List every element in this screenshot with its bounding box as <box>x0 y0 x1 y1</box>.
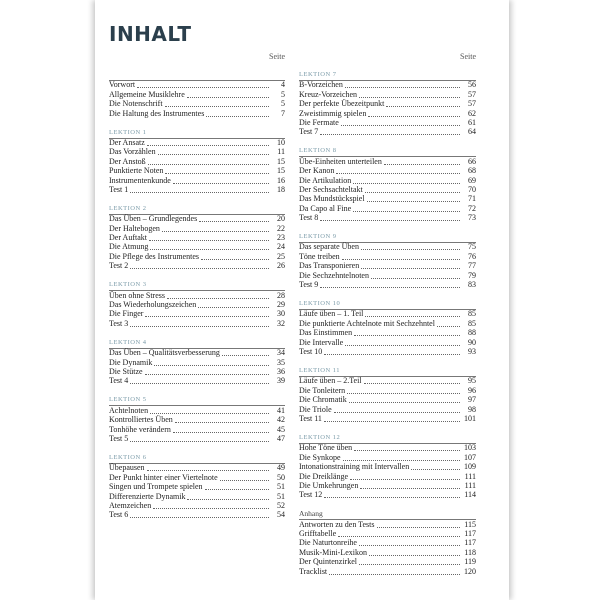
section-entries <box>299 156 476 223</box>
entry-title: Musik-Mini-Lexikon <box>299 547 367 557</box>
entry-page-number: 51 <box>277 491 285 501</box>
dot-leader <box>345 87 460 88</box>
entry-page-number: 117 <box>464 529 476 539</box>
dot-leader <box>187 97 269 98</box>
dot-leader <box>324 497 460 498</box>
entry-title: Läufe üben – 2.Teil <box>299 376 362 386</box>
entry-title: Zweistimmig spielen <box>299 108 367 118</box>
dot-leader <box>336 173 460 174</box>
toc-entry <box>109 502 285 511</box>
entry-page-number: 15 <box>277 156 285 166</box>
entry-page-number: 93 <box>468 346 476 356</box>
dot-leader <box>130 326 269 327</box>
dot-leader <box>222 355 269 356</box>
entry-page-number: 49 <box>277 463 285 473</box>
dot-leader <box>360 488 460 489</box>
entry-title: Der Auftakt <box>109 233 147 243</box>
dot-leader <box>359 97 460 98</box>
entry-title: Die Chromatik <box>299 395 347 405</box>
dot-leader <box>341 125 460 126</box>
entry-page-number: 34 <box>277 348 285 358</box>
entry-page-number: 109 <box>464 462 476 472</box>
entry-page-number: 18 <box>277 184 285 194</box>
dot-leader <box>367 201 460 202</box>
dot-leader <box>205 489 269 490</box>
toc-entry <box>109 176 285 185</box>
entry-page-number: 41 <box>277 405 285 415</box>
section-heading <box>109 70 285 80</box>
toc-section <box>109 453 285 520</box>
dot-leader <box>147 145 269 146</box>
entry-title: Test 10 <box>299 346 323 356</box>
entry-page-number: 120 <box>464 566 476 576</box>
dot-leader <box>199 221 269 222</box>
section-entries <box>109 348 285 387</box>
entry-page-number: 4 <box>281 80 285 90</box>
entry-title: Hohe Töne üben <box>299 443 353 453</box>
entry-page-number: 5 <box>281 89 285 99</box>
toc-entry <box>109 377 285 386</box>
toc-entry <box>299 119 476 128</box>
toc-section <box>109 338 285 387</box>
dot-leader <box>364 383 460 384</box>
entry-title: Achtelnoten <box>109 405 149 415</box>
toc-entry <box>299 214 476 223</box>
dot-leader <box>320 287 460 288</box>
entry-page-number: 54 <box>277 510 285 520</box>
entry-page-number: 98 <box>468 404 476 414</box>
entry-title: Test 7 <box>299 127 319 137</box>
dot-leader <box>153 508 269 509</box>
dot-leader <box>368 116 460 117</box>
dot-leader <box>145 316 269 317</box>
dot-leader <box>345 345 460 346</box>
dot-leader <box>198 307 269 308</box>
entry-page-number: 85 <box>468 309 476 319</box>
entry-title: Test 8 <box>299 213 319 223</box>
entry-page-number: 95 <box>468 376 476 386</box>
entry-title: Test 6 <box>109 510 129 520</box>
entry-page-number: 115 <box>464 519 476 529</box>
entry-page-number: 107 <box>464 452 476 462</box>
entry-page-number: 7 <box>281 108 285 118</box>
section-entries <box>299 443 476 500</box>
entry-page-number: 119 <box>464 557 476 567</box>
entry-page-number: 114 <box>464 490 476 500</box>
entry-page-number: 36 <box>277 366 285 376</box>
section-entries <box>109 214 285 271</box>
toc-entry <box>109 186 285 195</box>
section-entries <box>109 290 285 329</box>
dot-leader <box>329 574 460 575</box>
entry-page-number: 76 <box>468 251 476 261</box>
entry-title: Übe-Einheiten unterteilen <box>299 156 382 166</box>
entry-title: Das Wiederholungszeichen <box>109 300 197 310</box>
page-title: INHALT <box>109 22 192 46</box>
entry-page-number: 118 <box>464 547 476 557</box>
toc-entry <box>299 405 476 414</box>
entry-title: Die Artikulation <box>299 175 352 185</box>
entry-page-number: 57 <box>468 99 476 109</box>
entry-title: Das Transponieren <box>299 261 360 271</box>
toc-entry <box>299 204 476 213</box>
entry-page-number: 22 <box>277 223 285 233</box>
toc-entry <box>109 425 285 434</box>
entry-title: Läufe üben – 1. Teil <box>299 309 364 319</box>
entry-page-number: 11 <box>277 147 285 157</box>
section-entries <box>109 463 285 520</box>
dot-leader <box>338 536 460 537</box>
toc-entry <box>109 252 285 261</box>
entry-title: Punktierte Noten <box>109 166 164 176</box>
entry-title: Der perfekte Übezeitpunkt <box>299 99 385 109</box>
section-heading: Anhang <box>299 509 323 519</box>
entry-page-number: 77 <box>468 261 476 271</box>
entry-page-number: 111 <box>464 480 476 490</box>
entry-title: Die Notenschrift <box>109 99 163 109</box>
entry-title: Intonationstraining mit Intervallen <box>299 462 410 472</box>
entry-page-number: 52 <box>277 500 285 510</box>
toc-column-left <box>109 52 285 529</box>
dot-leader <box>353 183 460 184</box>
entry-page-number: 103 <box>464 443 476 453</box>
dot-leader <box>386 106 460 107</box>
dot-leader <box>206 116 269 117</box>
entry-title: Test 11 <box>299 413 322 423</box>
entry-page-number: 5 <box>281 99 285 109</box>
seite-label: Seite <box>269 52 285 61</box>
entry-title: Test 12 <box>299 490 323 500</box>
toc-entry <box>109 319 285 328</box>
entry-page-number: 25 <box>277 251 285 261</box>
entry-title: Üben ohne Stress <box>109 290 165 300</box>
dot-leader <box>149 240 269 241</box>
dot-leader <box>130 268 269 269</box>
dot-leader <box>320 220 460 221</box>
dot-leader <box>162 231 269 232</box>
toc-entry <box>109 511 285 520</box>
toc-section <box>109 128 285 195</box>
entry-title: Test 4 <box>109 376 129 386</box>
dot-leader <box>411 469 460 470</box>
entry-title: Vorwort <box>109 80 136 90</box>
entry-title: Das separate Üben <box>299 242 359 252</box>
dot-leader <box>154 365 269 366</box>
entry-title: Die Dynamik <box>109 357 153 367</box>
dot-leader <box>354 450 460 451</box>
toc-entry <box>109 435 285 444</box>
dot-leader <box>371 278 460 279</box>
section-heading: LEKTION 8 <box>299 147 337 155</box>
dot-leader <box>353 211 460 212</box>
entry-title: Der Sechsachteltakt <box>299 184 363 194</box>
toc-entry <box>109 368 285 377</box>
dot-leader <box>147 470 269 471</box>
toc-entry <box>299 348 476 357</box>
section-entries <box>109 80 285 119</box>
entry-title: Das Üben – Qualitätsverbesserung <box>109 348 220 358</box>
dot-leader <box>130 517 269 518</box>
dot-leader <box>369 555 460 556</box>
entry-title: Der Kanon <box>299 166 335 176</box>
dot-leader <box>175 422 269 423</box>
entry-page-number: 24 <box>277 242 285 252</box>
section-entries <box>299 376 476 424</box>
dot-leader <box>173 432 269 433</box>
section-entries <box>109 138 285 195</box>
section-entries <box>299 80 476 137</box>
section-heading: LEKTION 2 <box>109 204 147 212</box>
entry-title: Da Capo al Fine <box>299 203 352 213</box>
entry-page-number: 32 <box>277 318 285 328</box>
toc-entry <box>299 491 476 500</box>
entry-title: Test 2 <box>109 261 129 271</box>
entry-page-number: 39 <box>277 376 285 386</box>
dot-leader <box>130 441 269 442</box>
dot-leader <box>150 249 269 250</box>
entry-title: Test 1 <box>109 184 129 194</box>
entry-page-number: 35 <box>277 357 285 367</box>
entry-page-number: 85 <box>468 318 476 328</box>
toc-entry <box>109 310 285 319</box>
entry-page-number: 111 <box>464 471 476 481</box>
dot-leader <box>130 383 269 384</box>
entry-title: Die Synkope <box>299 452 341 462</box>
entry-page-number: 88 <box>468 328 476 338</box>
entry-title: Das Einstimmen <box>299 328 353 338</box>
section-entries <box>299 519 476 576</box>
entry-title: Die Atmung <box>109 242 149 252</box>
entry-page-number: 61 <box>468 117 476 127</box>
dot-leader <box>324 354 460 355</box>
entry-page-number: 20 <box>277 214 285 224</box>
toc-section <box>109 395 285 444</box>
entry-page-number: 71 <box>468 194 476 204</box>
dot-leader <box>220 480 269 481</box>
entry-title: Die Stütze <box>109 366 143 376</box>
entry-title: Atemzeichen <box>109 500 152 510</box>
entry-title: Grifftabelle <box>299 529 337 539</box>
entry-page-number: 51 <box>277 482 285 492</box>
entry-page-number: 10 <box>277 137 285 147</box>
entry-page-number: 83 <box>468 280 476 290</box>
entry-title: Antworten zu den Tests <box>299 519 375 529</box>
dot-leader <box>349 402 460 403</box>
entry-title: Die Finger <box>109 309 144 319</box>
toc-section <box>299 366 476 424</box>
entry-page-number: 29 <box>277 300 285 310</box>
entry-title: Die Pflege des Instrumentes <box>109 251 199 261</box>
toc-entry <box>299 415 476 424</box>
dot-leader <box>365 316 460 317</box>
entry-page-number: 97 <box>468 395 476 405</box>
section-heading: LEKTION 12 <box>299 433 341 441</box>
entry-title: Der Punkt hinter einer Viertelnote <box>109 472 218 482</box>
section-heading: LEKTION 5 <box>109 396 147 404</box>
entry-page-number: 50 <box>277 472 285 482</box>
entry-page-number: 56 <box>468 80 476 90</box>
entry-title: Die Dreiklänge <box>299 471 349 481</box>
entry-title: Der Quintenzirkel <box>299 557 357 567</box>
section-heading: LEKTION 10 <box>299 300 341 308</box>
dot-leader <box>167 298 269 299</box>
entry-title: Die Sechzehntelnoten <box>299 270 369 280</box>
section-heading: LEKTION 11 <box>299 366 341 374</box>
entry-title: Die Tonleitern <box>299 385 346 395</box>
dot-leader <box>150 413 269 414</box>
entry-page-number: 62 <box>468 108 476 118</box>
section-heading: LEKTION 4 <box>109 338 147 346</box>
entry-title: Test 3 <box>109 318 129 328</box>
toc-entry <box>109 109 285 118</box>
dot-leader <box>437 326 460 327</box>
entry-title: Übepausen <box>109 463 145 473</box>
dot-leader <box>359 545 460 546</box>
entry-page-number: 42 <box>277 415 285 425</box>
section-heading: LEKTION 3 <box>109 281 147 289</box>
entry-title: Das Üben – Grundlegendes <box>109 214 198 224</box>
entry-title: Singen und Trompete spielen <box>109 482 203 492</box>
entry-page-number: 57 <box>468 89 476 99</box>
toc-entry <box>299 338 476 347</box>
dot-leader <box>187 499 269 500</box>
entry-title: Kontrolliertes Üben <box>109 415 173 425</box>
entry-page-number: 72 <box>468 203 476 213</box>
entry-title: Tonhöhe verändern <box>109 424 171 434</box>
entry-page-number: 70 <box>468 184 476 194</box>
entry-title: Die punktierte Achtelnote mit Sechzehntel <box>299 318 435 328</box>
toc-entry <box>299 128 476 137</box>
section-heading: LEKTION 9 <box>299 233 337 241</box>
section-heading: LEKTION 7 <box>299 71 337 78</box>
dot-leader <box>354 335 460 336</box>
entry-page-number: 23 <box>277 233 285 243</box>
dot-leader <box>334 412 460 413</box>
entry-title: Der Anstoß <box>109 156 146 166</box>
entry-page-number: 79 <box>468 270 476 280</box>
entry-title: Die Triole <box>299 404 332 414</box>
dot-leader <box>201 259 269 260</box>
toc-section <box>109 70 285 119</box>
entry-title: Die Intervalle <box>299 337 344 347</box>
entry-page-number: 66 <box>468 156 476 166</box>
toc-entry <box>109 262 285 271</box>
toc-entry <box>299 567 476 576</box>
toc-entry <box>299 482 476 491</box>
entry-title: Allgemeine Musiklehre <box>109 89 185 99</box>
section-entries <box>109 405 285 444</box>
dot-leader <box>165 106 269 107</box>
toc-section <box>109 280 285 329</box>
entry-title: Die Naturtonreihe <box>299 538 357 548</box>
dot-leader <box>347 393 460 394</box>
toc-section <box>109 204 285 271</box>
toc-entry <box>299 281 476 290</box>
dot-leader <box>342 259 460 260</box>
entry-page-number: 28 <box>277 290 285 300</box>
dot-leader <box>384 164 460 165</box>
entry-title: Die Fermate <box>299 117 339 127</box>
dot-leader <box>350 479 460 480</box>
entry-page-number: 90 <box>468 337 476 347</box>
entry-page-number: 73 <box>468 213 476 223</box>
entry-title: Instrumentenkunde <box>109 175 171 185</box>
toc-entry <box>299 271 476 280</box>
entry-title: Test 5 <box>109 433 129 443</box>
toc-column-right <box>299 52 476 586</box>
toc-section <box>299 70 476 137</box>
entry-page-number: 26 <box>277 261 285 271</box>
entry-title: Der Haltebogen <box>109 223 160 233</box>
section-entries <box>299 242 476 290</box>
dot-leader <box>165 173 269 174</box>
entry-title: Der Ansatz <box>109 137 145 147</box>
entry-page-number: 69 <box>468 175 476 185</box>
entry-page-number: 75 <box>468 242 476 252</box>
dot-leader <box>320 134 460 135</box>
entry-title: Das Vorzählen <box>109 147 156 157</box>
entry-page-number: 15 <box>277 166 285 176</box>
book-page <box>95 0 509 600</box>
dot-leader <box>324 421 460 422</box>
dot-leader <box>148 164 269 165</box>
dot-leader <box>130 192 269 193</box>
entry-title: Tracklist <box>299 566 328 576</box>
dot-leader <box>377 527 461 528</box>
toc-section <box>299 146 476 223</box>
entry-title: Töne treiben <box>299 251 340 261</box>
dot-leader <box>359 564 460 565</box>
entry-title: Differenzierte Dynamik <box>109 491 186 501</box>
entry-page-number: 47 <box>277 433 285 443</box>
entry-title: B-Vorzeichen <box>299 80 343 90</box>
entry-title: Die Umkehrungen <box>299 480 359 490</box>
entry-title: Kreuz-Vorzeichen <box>299 89 358 99</box>
section-heading: LEKTION 1 <box>109 128 147 136</box>
toc-section <box>299 509 476 576</box>
section-entries <box>299 309 476 357</box>
entry-page-number: 68 <box>468 166 476 176</box>
entry-page-number: 30 <box>277 309 285 319</box>
entry-page-number: 117 <box>464 538 476 548</box>
entry-page-number: 45 <box>277 424 285 434</box>
dot-leader <box>343 460 460 461</box>
dot-leader <box>137 87 269 88</box>
dot-leader <box>361 249 460 250</box>
dot-leader <box>158 154 269 155</box>
entry-page-number: 64 <box>468 127 476 137</box>
toc-section <box>299 433 476 500</box>
entry-page-number: 16 <box>277 175 285 185</box>
dot-leader <box>361 268 460 269</box>
entry-page-number: 96 <box>468 385 476 395</box>
dot-leader <box>365 192 460 193</box>
entry-title: Das Mundstückspiel <box>299 194 365 204</box>
entry-title: Test 9 <box>299 280 319 290</box>
seite-label: Seite <box>460 52 476 61</box>
toc-section <box>299 232 476 290</box>
section-heading: LEKTION 6 <box>109 453 147 461</box>
toc-section <box>299 299 476 357</box>
entry-title: Die Haltung des Instrumentes <box>109 108 205 118</box>
entry-page-number: 101 <box>464 413 476 423</box>
dot-leader <box>145 374 269 375</box>
dot-leader <box>173 183 269 184</box>
